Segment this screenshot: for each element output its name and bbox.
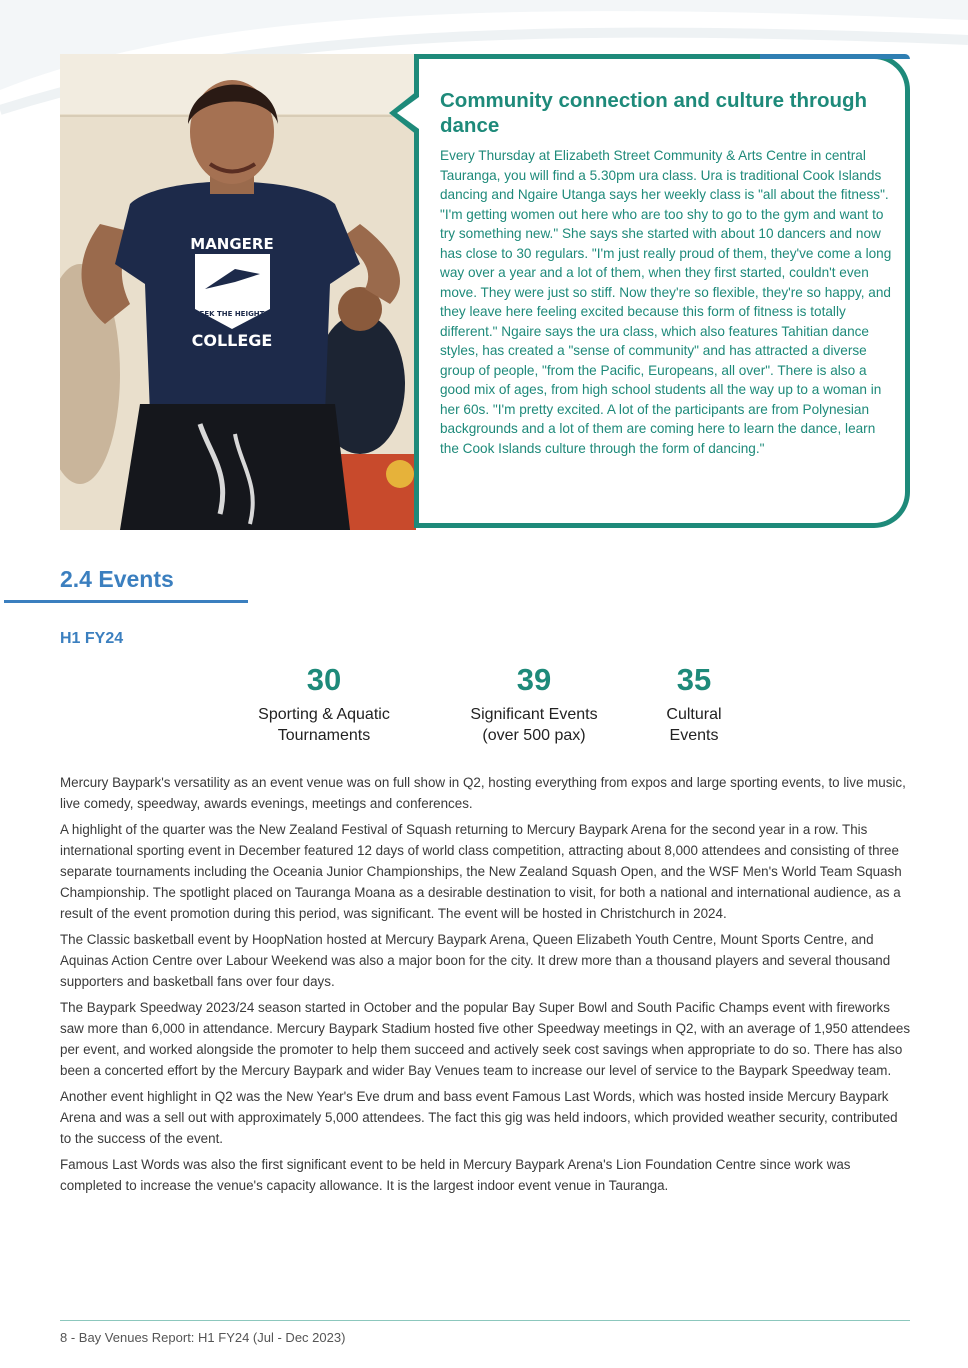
paragraph: The Classic basketball event by HoopNation hosted at Mercury Baypark Arena, Queen Elizabeth Youth Centre, Mount Sports Centre, and Aquinas Action Centre over Labour Weekend was also a major boon for the city. It drew more than a thousand players and several thousand supporters and basketball fans over four days. xyxy=(60,932,891,989)
stat-label-line2: (over 500 pax) xyxy=(482,727,586,744)
stat-label-line1: Significant Events xyxy=(470,706,598,723)
events-body xyxy=(60,772,912,1201)
shirt-text-bottom: COLLEGE xyxy=(191,331,273,350)
stat-value: 30 xyxy=(306,662,342,697)
shirt-text-top: MANGERE xyxy=(190,235,274,253)
stat-cultural xyxy=(634,660,754,746)
footer-rule xyxy=(60,1320,910,1321)
paragraph: Famous Last Words was also the first significant event to be held in Mercury Baypark Arena's Lion Foundation Centre since work was completed to increase the venue's capacity allowance. It is the largest indoor event venue in Tauranga. xyxy=(60,1157,851,1193)
callout-pointer-inner xyxy=(397,97,419,129)
dancer-illustration xyxy=(60,54,416,530)
feature-title: Community connection and culture through dance xyxy=(440,89,868,137)
footer-text: 8 - Bay Venues Report: H1 FY24 (Jul - Dec 2023) xyxy=(60,1330,346,1345)
stat-label-line2: Events xyxy=(669,727,719,744)
period-label: H1 FY24 xyxy=(60,630,124,647)
stat-value: 39 xyxy=(516,662,552,697)
paragraph: The Baypark Speedway 2023/24 season started in October and the popular Bay Super Bowl and South Pacific Champs event with fireworks saw more than 6,000 in attendance. Mercury Baypark Stadium hosted five other Speedway meetings in Q2, with an average of 1,950 attendees per event, and worked alongside the promoter to help them succeed and actively seek cost savings when appropriate to do so. There has also been a concerted effort by the Mercury Baypark and wider Bay Venues team to increase our level of service to the Baypark Speedway team. xyxy=(60,1000,911,1078)
shirt-text-mid: SEEK THE HEIGHTS xyxy=(194,310,270,318)
paragraph: Mercury Baypark's versatility as an event venue was on full show in Q2, hosting everything from expos and large sporting events, to live music, live comedy, speedway, awards evenings, meetings and conferences. xyxy=(60,775,906,811)
callout-accent xyxy=(760,54,910,59)
feature-body: Every Thursday at Elizabeth Street Community & Arts Centre in central Tauranga, you will find a 5.30pm ura class. Ura is traditional Cook Islands dancing and Ngaire Utanga says her weekly class is "all about the fitness". "I'm getting women out here who are too shy to go to the gym and want to try something new." She says she started with about 10 dancers and now has close to 30 regulars. "I'm just really proud of them, they've come a long way over a year and a lot of them, when they first started, couldn't even move. They were just so stiff. Now they're so flexible, they're so happy, and they leave here feeling excited because this form of fitness is totally different." Ngaire says the ura class, which also features Tahitian dance styles, has created a "sense of community" and has attracted a diverse group of people, "from the Pacific, Europeans, all over". There is also a good mix of ages, from high school students all the way up to a woman in her 60s. "I'm pretty excited. A lot of the participants are from Polynesian backgrounds and a lot of them are coming here to learn the dance, learn the Cook Islands culture through the form of dancing." xyxy=(440,148,892,456)
stat-value: 35 xyxy=(676,662,712,697)
stat-significant xyxy=(446,660,622,746)
paragraph: A highlight of the quarter was the New Zealand Festival of Squash returning to Mercury Baypark Arena for the second year in a row. This international sporting event in December featured 12 days of world class competition, attracting about 8,000 attendees and consisting of three separate tournaments including the Oceania Junior Championships, the New Zealand Squash Open, and the WSF Men's World Team Squash Championship. The spotlight placed on Tauranga Moana as a desirable destination to visit, for both a national and international audience, as a result of the event promotion during this period, was significant. The event will be hosted in Christchurch in 2024. xyxy=(60,822,902,921)
stat-label-line2: Tournaments xyxy=(277,727,371,744)
feature-photo xyxy=(60,54,416,530)
section-underline xyxy=(4,600,248,603)
stat-label-line1: Cultural xyxy=(666,706,722,723)
section-title: 2.4 Events xyxy=(60,566,174,592)
stat-sporting xyxy=(236,660,412,746)
stat-label-line1: Sporting & Aquatic xyxy=(258,706,390,723)
paragraph: Another event highlight in Q2 was the New Year's Eve drum and bass event Famous Last Words, which was hosted inside Mercury Baypark Arena and was a sell out with approximately 5,000 attendees. The fact this gig was held indoors, which provided weather security, contributed to the success of the event. xyxy=(60,1089,898,1146)
